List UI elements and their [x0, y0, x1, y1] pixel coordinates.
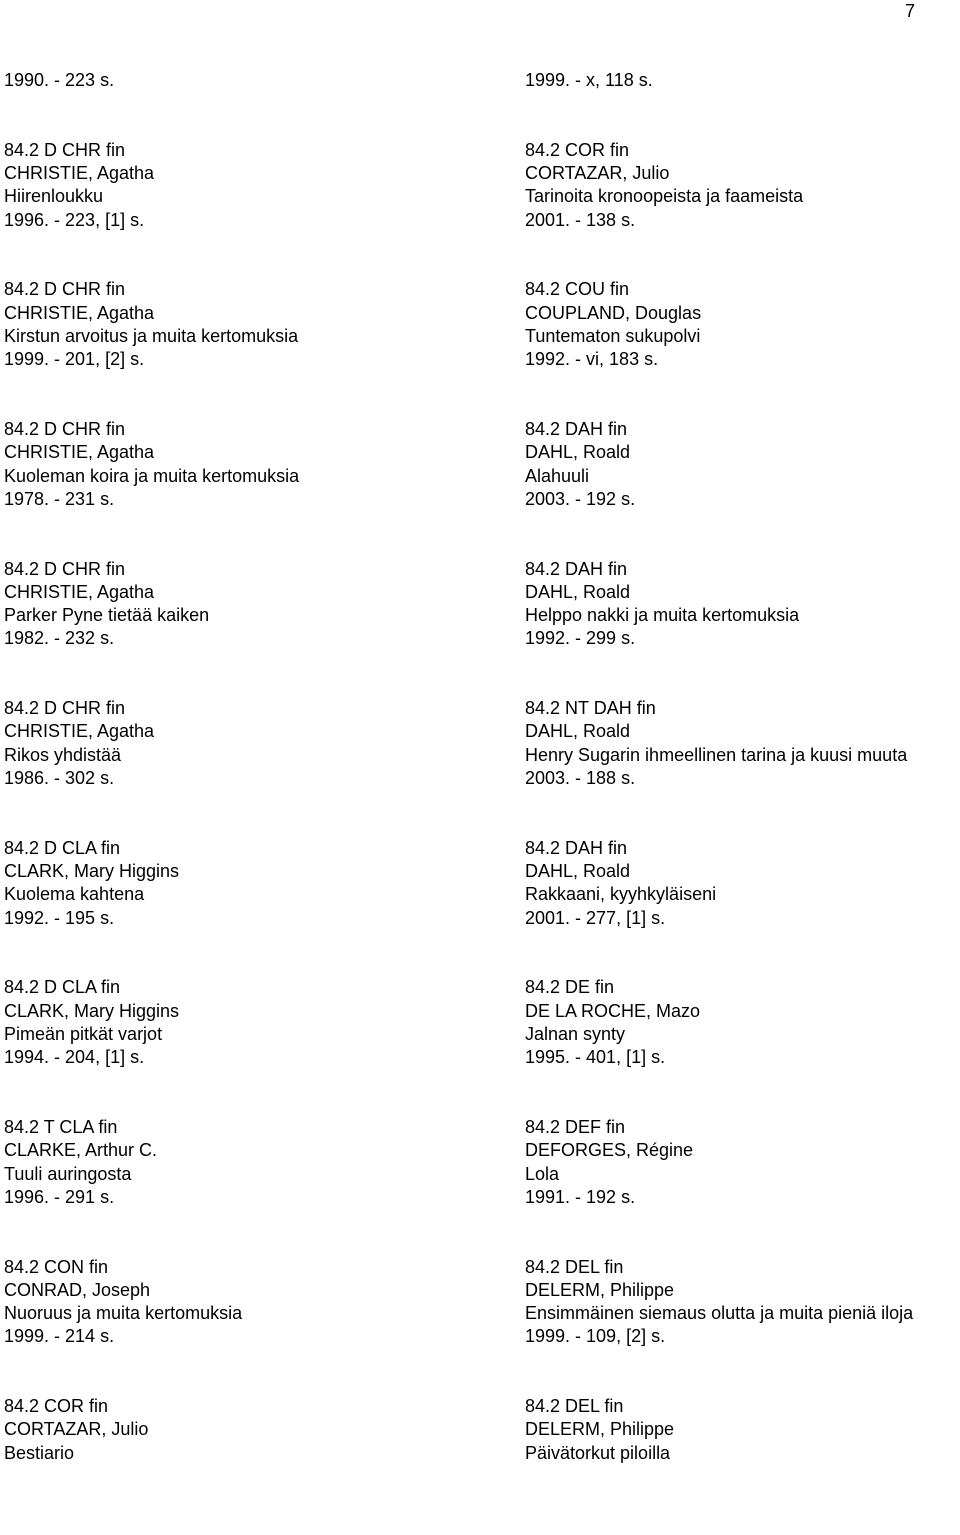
title-line: Jalnan synty	[525, 1023, 626, 1044]
catalog-entry	[525, 837, 960, 977]
author-line: CLARK, Mary Higgins	[4, 1000, 180, 1021]
publication-line: 1992. - vi, 183 s.	[525, 349, 659, 370]
publication-line: 1999. - 201, [2] s.	[4, 349, 145, 370]
title-line: Lola	[525, 1163, 560, 1184]
publication-line: 1996. - 223, [1] s.	[4, 209, 145, 230]
classification-line: 84.2 D CHR fin	[4, 558, 126, 579]
catalog-entry	[525, 139, 960, 279]
catalog-entry	[4, 837, 444, 977]
classification-line: 84.2 D CLA fin	[4, 977, 121, 998]
catalog-entry	[525, 976, 960, 1116]
publication-line: 2003. - 192 s.	[525, 488, 636, 509]
title-line: Bestiario	[4, 1442, 75, 1463]
publication-line: 1982. - 232 s.	[4, 628, 115, 649]
classification-line: 84.2 D CHR fin	[4, 418, 126, 439]
publication-line: 1996. - 291 s.	[4, 1186, 115, 1207]
catalog-entry	[4, 418, 444, 558]
author-line: CHRISTIE, Agatha	[4, 721, 155, 742]
catalog-entry	[4, 1116, 444, 1256]
publication-line: 1994. - 204, [1] s.	[4, 1047, 145, 1068]
classification-line: 84.2 DAH fin	[525, 418, 628, 439]
title-line: Pimeän pitkät varjot	[4, 1023, 163, 1044]
title-line: Rakkaani, kyyhkyläiseni	[525, 884, 717, 905]
title-line: Hiirenloukku	[4, 186, 104, 207]
title-line: Kuolema kahtena	[4, 884, 145, 905]
classification-line: 84.2 D CHR fin	[4, 698, 126, 719]
catalog-entry	[525, 697, 960, 837]
publication-line: 2003. - 188 s.	[525, 768, 636, 789]
catalog-entry	[525, 1256, 960, 1396]
classification-line: 84.2 DEL fin	[525, 1396, 624, 1417]
left-column	[4, 69, 444, 1535]
publication-line: 1990. - 223 s.	[4, 70, 115, 90]
publication-line: 1991. - 192 s.	[525, 1186, 636, 1207]
classification-line: 84.2 DAH fin	[525, 558, 628, 579]
classification-line: 84.2 D CHR fin	[4, 279, 126, 300]
classification-line: 84.2 COU fin	[525, 279, 630, 300]
author-line: CHRISTIE, Agatha	[4, 442, 155, 463]
publication-line: 1992. - 299 s.	[525, 628, 636, 649]
author-line: CORTAZAR, Julio	[4, 1419, 149, 1440]
title-line: Kuoleman koira ja muita kertomuksia	[4, 465, 300, 486]
title-line: Henry Sugarin ihmeellinen tarina ja kuusi muuta	[525, 744, 908, 765]
publication-line: 1999. - x, 118 s.	[525, 70, 653, 90]
right-column	[525, 69, 960, 1535]
publication-line: 1978. - 231 s.	[4, 488, 115, 509]
author-line: DAHL, Roald	[525, 861, 631, 882]
classification-line: 84.2 COR fin	[525, 139, 630, 160]
title-line: Helppo nakki ja muita kertomuksia	[525, 605, 800, 626]
catalog-entry	[4, 69, 444, 139]
classification-line: 84.2 D CHR fin	[4, 139, 126, 160]
classification-line: 84.2 COR fin	[4, 1396, 109, 1417]
classification-line: 84.2 DE fin	[525, 977, 615, 998]
author-line: DAHL, Roald	[525, 442, 631, 463]
author-line: CHRISTIE, Agatha	[4, 163, 155, 184]
classification-line: 84.2 D CLA fin	[4, 837, 121, 858]
author-line: CLARKE, Arthur C.	[4, 1140, 158, 1161]
catalog-entry	[525, 418, 960, 558]
catalog-entry	[525, 1116, 960, 1256]
page-number: 7	[905, 1, 916, 21]
author-line: DELERM, Philippe	[525, 1279, 675, 1300]
author-line: DEFORGES, Régine	[525, 1140, 694, 1161]
classification-line: 84.2 DEF fin	[525, 1116, 626, 1137]
catalog-entry	[4, 278, 444, 418]
catalog-entry	[4, 1256, 444, 1396]
author-line: CORTAZAR, Julio	[525, 163, 670, 184]
publication-line: 1986. - 302 s.	[4, 768, 115, 789]
classification-line: 84.2 NT DAH fin	[525, 698, 656, 719]
publication-line: 1992. - 195 s.	[4, 907, 115, 928]
author-line: CLARK, Mary Higgins	[4, 861, 180, 882]
title-line: Tarinoita kronoopeista ja faameista	[525, 186, 804, 207]
author-line: CONRAD, Joseph	[4, 1279, 151, 1300]
title-line: Nuoruus ja muita kertomuksia	[4, 1303, 243, 1324]
publication-line: 2001. - 277, [1] s.	[525, 907, 666, 928]
classification-line: 84.2 DAH fin	[525, 837, 628, 858]
catalog-entry	[4, 558, 444, 698]
title-line: Alahuuli	[525, 465, 590, 486]
author-line: DELERM, Philippe	[525, 1419, 675, 1440]
catalog-entry	[525, 69, 960, 139]
catalog-entry	[525, 278, 960, 418]
classification-line: 84.2 DEL fin	[525, 1256, 624, 1277]
classification-line: 84.2 T CLA fin	[4, 1116, 118, 1137]
publication-line: 1995. - 401, [1] s.	[525, 1047, 666, 1068]
publication-line: 1999. - 109, [2] s.	[525, 1326, 666, 1347]
title-line: Rikos yhdistää	[4, 744, 122, 765]
title-line: Tuntematon sukupolvi	[525, 325, 701, 346]
author-line: DE LA ROCHE, Mazo	[525, 1000, 701, 1021]
title-line: Ensimmäinen siemaus olutta ja muita pieniä iloja	[525, 1303, 914, 1324]
catalog-entry	[4, 139, 444, 279]
author-line: DAHL, Roald	[525, 581, 631, 602]
title-line: Tuuli auringosta	[4, 1163, 132, 1184]
catalog-entry	[4, 976, 444, 1116]
author-line: COUPLAND, Douglas	[525, 302, 702, 323]
catalog-entry	[525, 558, 960, 698]
author-line: CHRISTIE, Agatha	[4, 581, 155, 602]
author-line: CHRISTIE, Agatha	[4, 302, 155, 323]
title-line: Parker Pyne tietää kaiken	[4, 605, 210, 626]
author-line: DAHL, Roald	[525, 721, 631, 742]
title-line: Kirstun arvoitus ja muita kertomuksia	[4, 325, 299, 346]
title-line: Päivätorkut piloilla	[525, 1442, 671, 1463]
publication-line: 1999. - 214 s.	[4, 1326, 115, 1347]
catalog-entry	[4, 697, 444, 837]
classification-line: 84.2 CON fin	[4, 1256, 109, 1277]
publication-line: 2001. - 138 s.	[525, 209, 636, 230]
